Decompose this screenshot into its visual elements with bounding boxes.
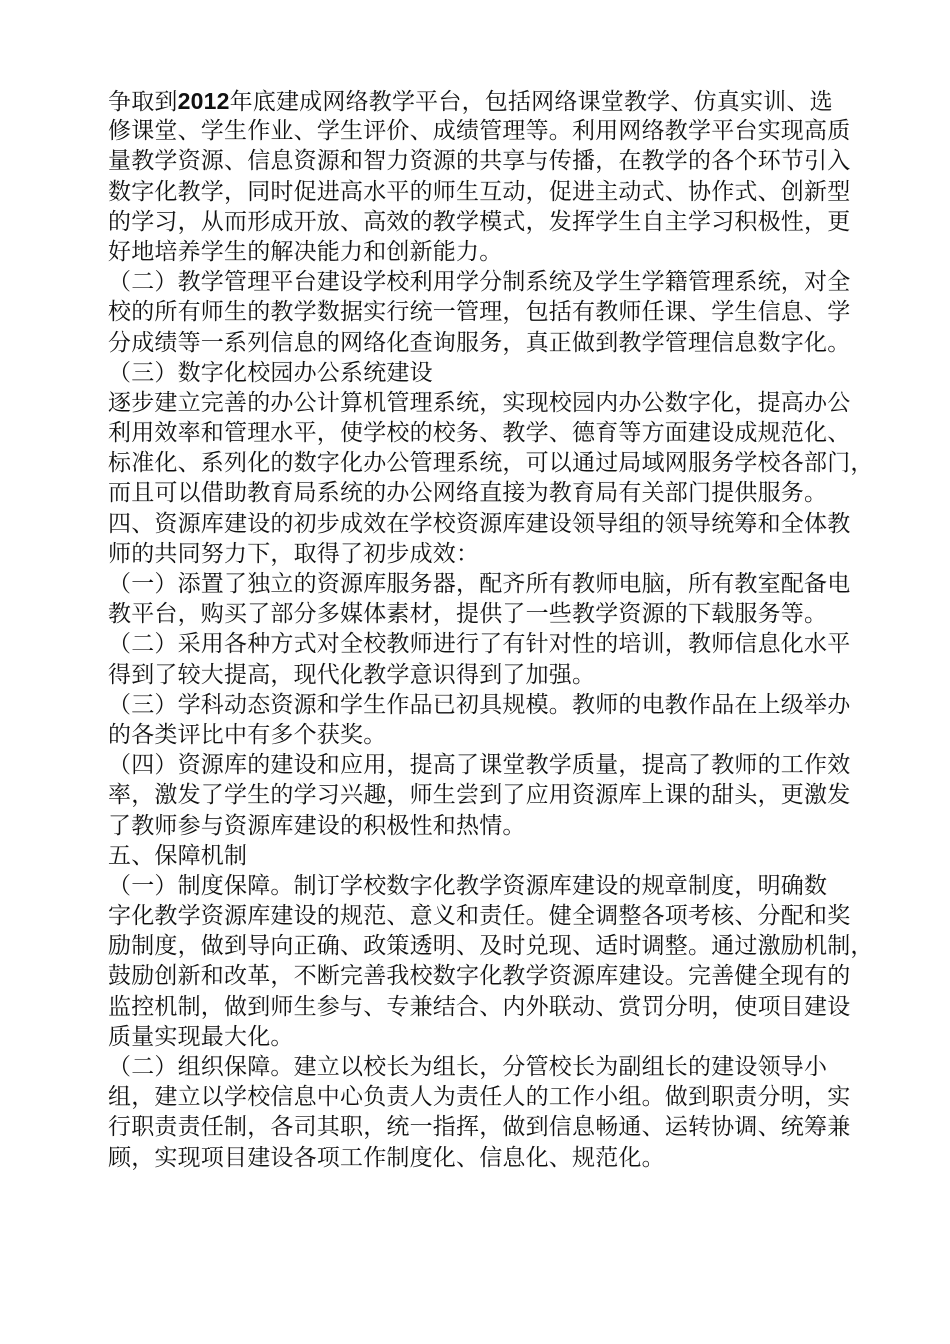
text-line: 的学习，从而形成开放、高效的教学模式，发挥学生自主学习积极性，更 — [108, 208, 851, 235]
text-line: （二）组织保障。建立以校长为组长，分管校长为副组长的建设领导小 — [108, 1054, 828, 1080]
text-segment: 年底建成网络教学平台，包括网络课堂教学、仿真实训、选 — [229, 89, 833, 115]
text-segment: 争取到 — [108, 89, 178, 115]
text-line: 字化教学资源库建设的规范、意义和责任。健全调整各项考核、分配和奖 — [108, 903, 851, 930]
text-line: 的各类评比中有多个获奖。 — [108, 721, 387, 748]
text-line: （四）资源库的建设和应用，提高了课堂教学质量，提高了教师的工作效 — [108, 752, 851, 779]
text-line: （二）采用各种方式对全校教师进行了有针对性的培训，教师信息化水平 — [108, 631, 851, 658]
text-line: 得到了较大提高，现代化教学意识得到了加强。 — [108, 661, 596, 688]
text-line: 利用效率和管理水平，使学校的校务、教学、德育等方面建设成规范化、 — [108, 420, 851, 447]
text-line: （二）教学管理平台建设学校利用学分制系统及学生学籍管理系统，对全 — [108, 269, 851, 296]
text-line: （三）学科动态资源和学生作品已初具规模。教师的电教作品在上级举办 — [108, 691, 851, 718]
text-line: 质量实现最大化。 — [108, 1023, 294, 1050]
text-line: 师的共同努力下，取得了初步成效： — [108, 540, 480, 567]
year-number: 2012 — [177, 88, 230, 114]
text-line: 校的所有师生的教学数据实行统一管理，包括有教师任课、学生信息、学 — [108, 299, 851, 326]
text-line: 好地培养学生的解决能力和创新能力。 — [108, 238, 503, 265]
text-line: 量教学资源、信息资源和智力资源的共享与传播，在教学的各个环节引入 — [108, 148, 851, 175]
document-body — [108, 86, 874, 1173]
section-heading: 四、资源库建设的初步成效在学校资源库建设领导组的领导统筹和全体教 — [108, 510, 851, 537]
text-line: 分成绩等一系列信息的网络化查询服务，真正做到教学管理信息数字化。 — [108, 329, 851, 356]
text-line: 监控机制，做到师生参与、专兼结合、内外联动、赏罚分明，使项目建设 — [108, 993, 851, 1020]
text-line: 励制度，做到导向正确、政策透明、及时兑现、适时调整。通过激励机制， — [108, 933, 874, 960]
text-line: 教平台，购买了部分多媒体素材，提供了一些教学资源的下载服务等。 — [108, 601, 828, 628]
text-line: 顾，实现项目建设各项工作制度化、信息化、规范化。 — [108, 1144, 665, 1171]
text-line: 鼓励创新和改革，不断完善我校数字化教学资源库建设。完善健全现有的 — [108, 963, 851, 990]
text-line: （一）添置了独立的资源库服务器，配齐所有教师电脑，所有教室配备电 — [108, 571, 851, 597]
text-line: 修课堂、学生作业、学生评价、成绩管理等。利用网络教学平台实现高质 — [108, 118, 851, 145]
section-heading: 五、保障机制 — [108, 842, 248, 869]
text-line: （一）制度保障。制订学校数字化教学资源库建设的规章制度，明确数 — [108, 872, 828, 899]
text-line — [108, 86, 868, 116]
text-line: 了教师参与资源库建设的积极性和热情。 — [108, 812, 526, 839]
text-line: 组，建立以学校信息中心负责人为责任人的工作小组。做到职责分明，实 — [108, 1084, 851, 1111]
text-line: 标准化、系列化的数字化办公管理系统，可以通过局域网服务学校各部门， — [108, 450, 874, 477]
text-line: 逐步建立完善的办公计算机管理系统，实现校园内办公数字化，提高办公 — [108, 389, 851, 416]
text-line: 行职责责任制，各司其职，统一指挥，做到信息畅通、运转协调、统筹兼 — [108, 1114, 851, 1141]
text-line: 而且可以借助教育局系统的办公网络直接为教育局有关部门提供服务。 — [108, 480, 828, 507]
text-line: 率，激发了学生的学习兴趣，师生尝到了应用资源库上课的甜头，更激发 — [108, 782, 851, 809]
text-line: 数字化教学，同时促进高水平的师生互动，促进主动式、协作式、创新型 — [108, 178, 851, 205]
section-heading: （三）数字化校园办公系统建设 — [108, 359, 433, 386]
